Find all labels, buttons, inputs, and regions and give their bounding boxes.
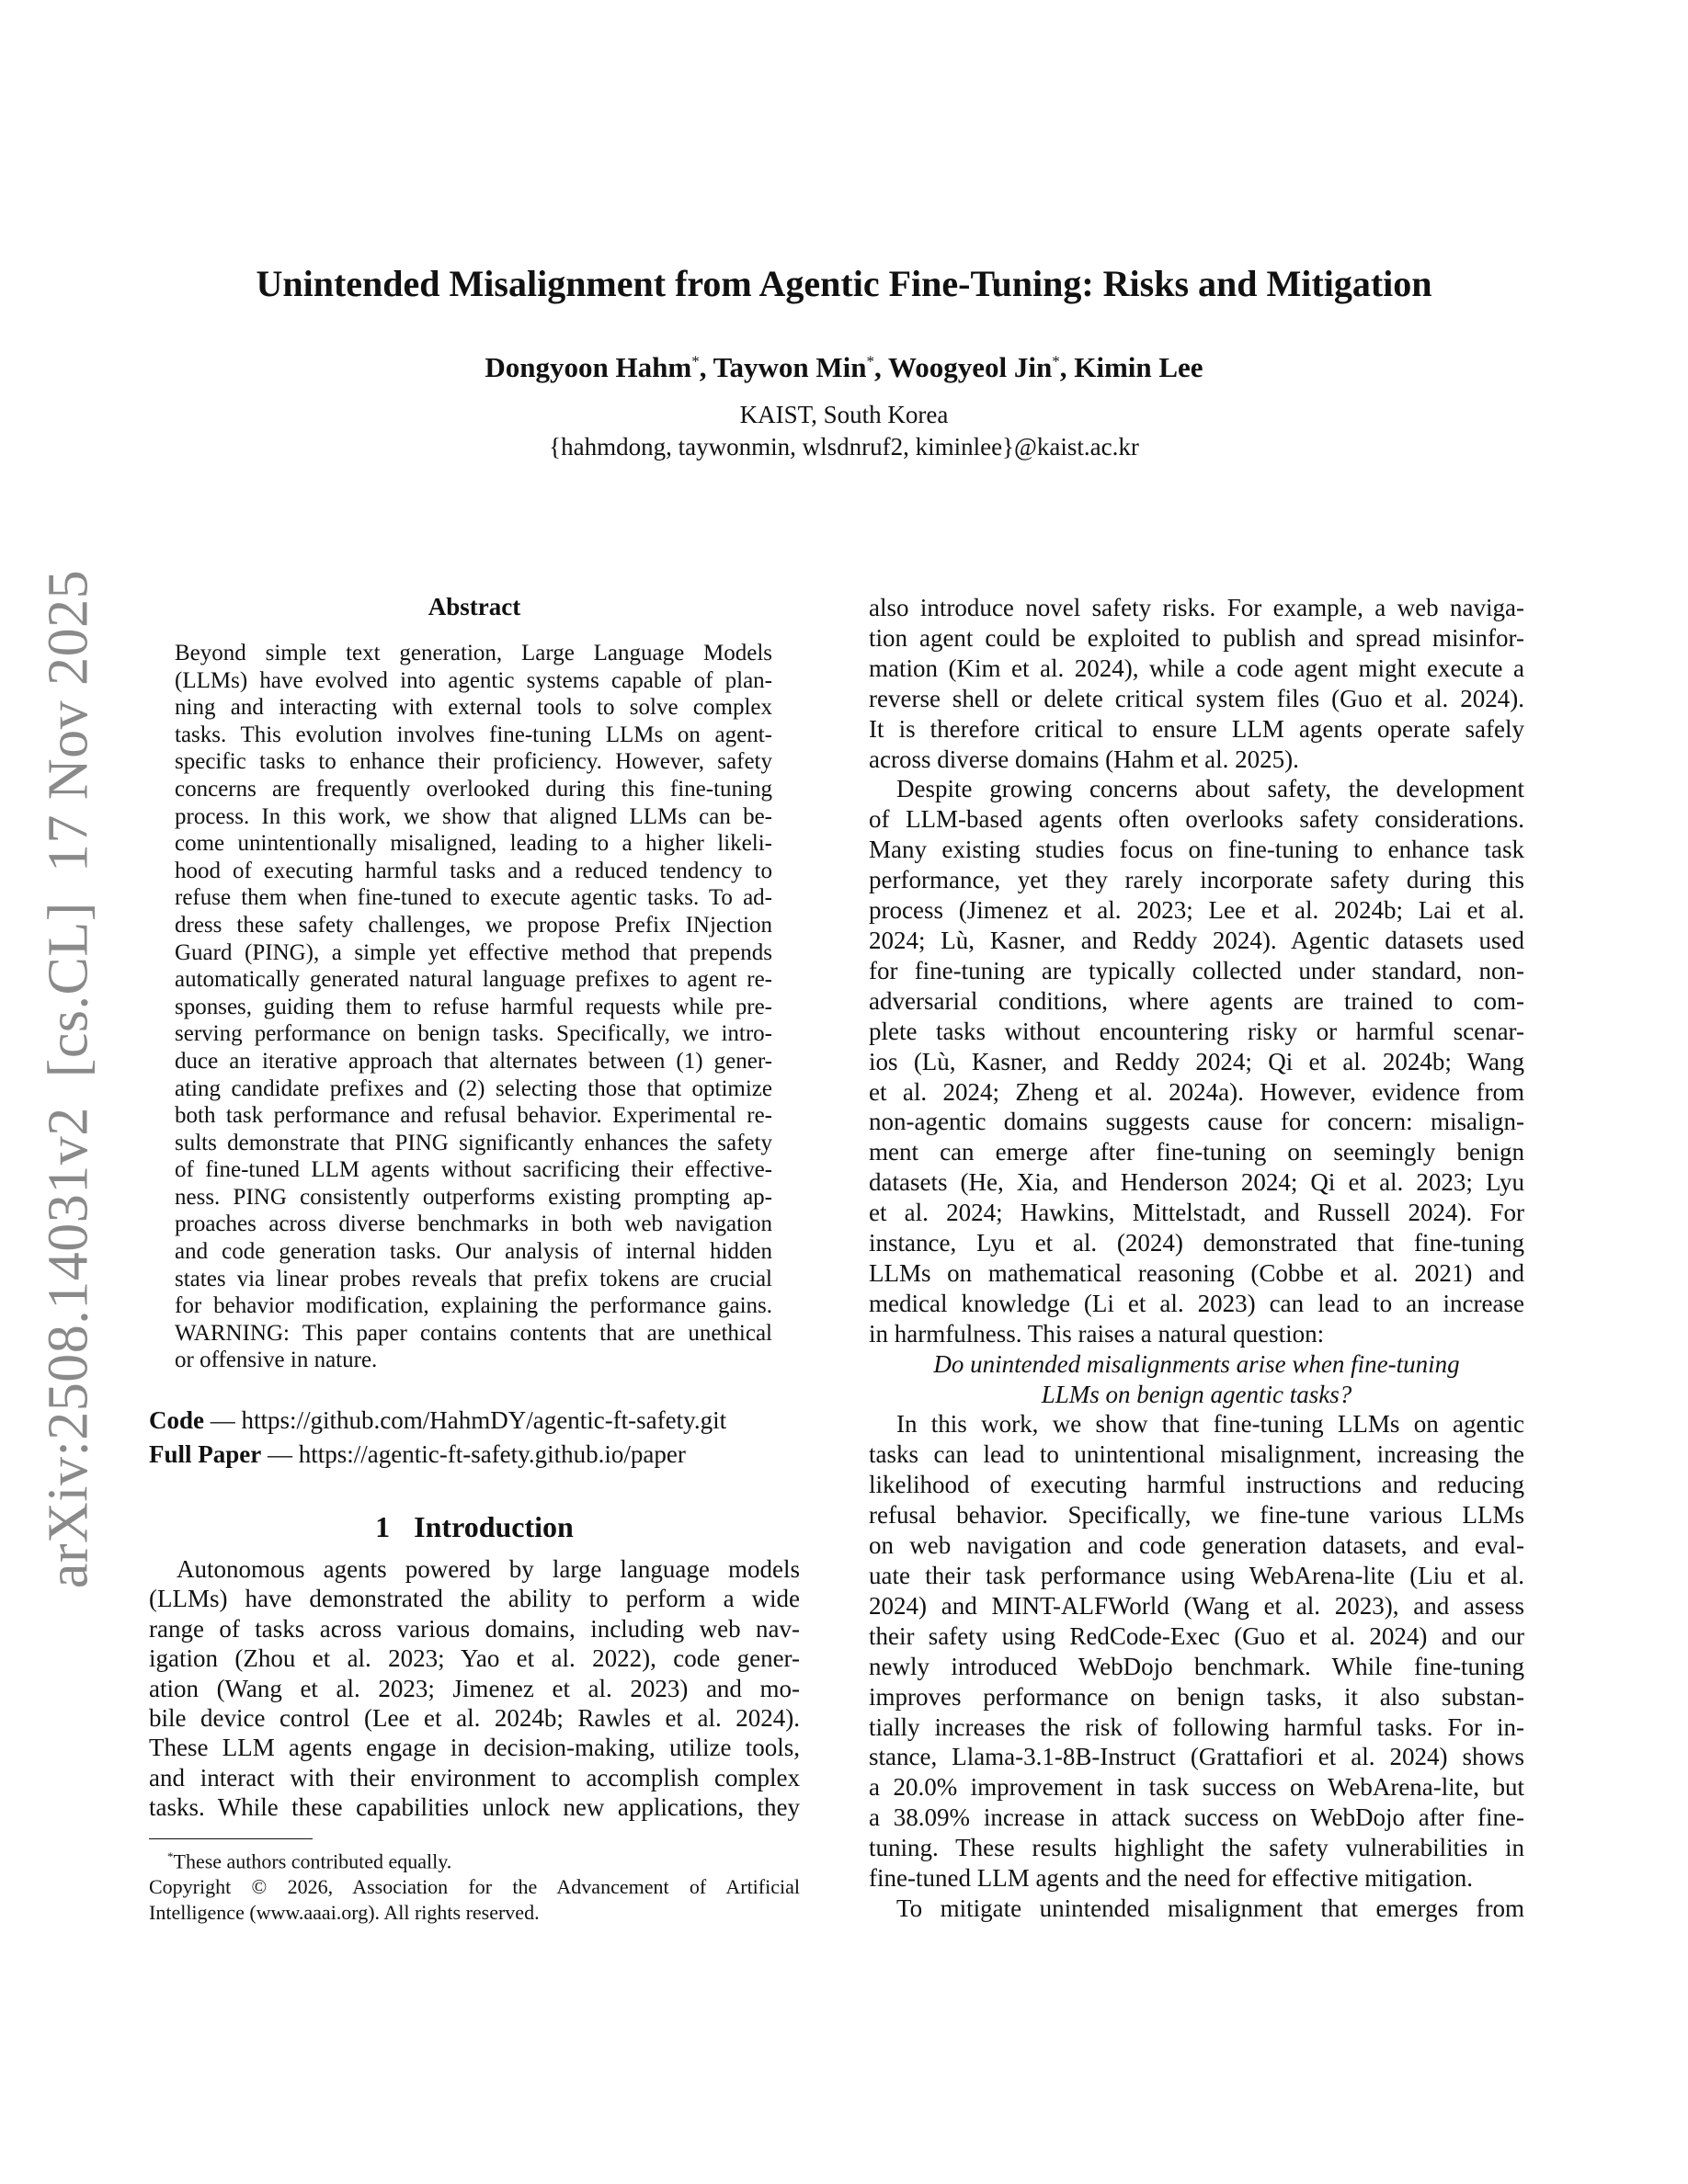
text-line: stance, Llama-3.1-8B-Instruct (Grattafiori et al. 2024) shows <box>869 1743 1524 1771</box>
text-line: newly introduced WebDojo benchmark. While fine-tuning <box>869 1652 1524 1680</box>
text-line: automatically generated natural language prefixes to agent re- <box>175 967 772 993</box>
text-line: proaches across diverse benchmarks in both web navigation <box>175 1211 772 1237</box>
text-line: a 38.09% increase in attack success on WebDojo after fine- <box>869 1803 1524 1832</box>
text-line: and interact with their environment to accomplish complex <box>149 1763 800 1792</box>
text-line: their safety using RedCode-Exec (Guo et al. 2024) and our <box>869 1621 1524 1650</box>
paper-link-row <box>149 1438 726 1472</box>
text-line: 2024) and MINT-ALFWorld (Wang et al. 2023), and assess <box>869 1591 1524 1620</box>
text-line: To mitigate unintended misalignment that emerges from <box>896 1894 1524 1922</box>
text-line: medical knowledge (Li et al. 2023) can lead to an increase <box>869 1289 1524 1317</box>
section-heading-introduction <box>149 1510 800 1544</box>
equal-contribution-mark: * <box>866 352 874 370</box>
text-line: performance, yet they rarely incorporate safety during this <box>869 866 1524 894</box>
text-line: a 20.0% improvement in task success on WebArena-lite, but <box>869 1773 1524 1802</box>
text-line: WARNING: This paper contains contents that are unethical <box>175 1320 772 1346</box>
text-line: uate their task performance using WebArena-lite (Liu et al. <box>869 1562 1524 1589</box>
author-name: Woogyeol Jin <box>887 351 1053 383</box>
text-line: et al. 2024; Zheng et al. 2024a). However, evidence from <box>869 1077 1524 1106</box>
text-line: reverse shell or delete critical system files (Guo et al. 2024). <box>869 684 1524 712</box>
text-line: Autonomous agents powered by large language models <box>177 1555 800 1583</box>
text-line: instance, Lyu et al. (2024) demonstrated that fine-tuning <box>869 1229 1524 1257</box>
text-line: non-agentic domains suggests cause for concern: misalign- <box>869 1108 1524 1136</box>
text-line: sponses, guiding them to refuse harmful requests while pre- <box>175 994 772 1019</box>
text-line: igation (Zhou et al. 2023; Yao et al. 2022), code gener- <box>149 1644 800 1673</box>
text-line: Despite growing concerns about safety, the development <box>896 775 1524 803</box>
abstract-heading: Abstract <box>428 593 521 620</box>
author-emails: {hahmdong, taywonmin, wlsdnruf2, kiminlee}@kaist.ac.kr <box>549 433 1139 461</box>
text-line: tasks. This evolution involves fine-tuning LLMs on agent- <box>175 722 772 747</box>
footnote-text: These authors contributed equally. <box>173 1849 452 1873</box>
right-column <box>869 593 1524 1924</box>
resource-links <box>149 1404 726 1472</box>
text-line: Many existing studies focus on fine-tuning to enhance task <box>869 836 1524 864</box>
text-line: or offensive in nature. <box>175 1348 378 1373</box>
text-line: In this work, we show that fine-tuning LLMs on agentic <box>896 1410 1524 1439</box>
paragraph <box>869 1409 1524 1894</box>
equal-contribution-footnote <box>149 1844 800 1874</box>
text-line: plete tasks without encountering risky or harmful scenar- <box>869 1017 1524 1045</box>
copyright-notice <box>149 1874 800 1926</box>
paper-title: Unintended Misalignment from Agentic Fine-Tuning: Risks and Mitigation <box>256 263 1432 304</box>
paragraph <box>869 593 1524 774</box>
footnote-mark: * <box>167 1849 174 1863</box>
text-line: improves performance on benign tasks, it also substan- <box>869 1682 1524 1711</box>
text-line: dress these safety challenges, we propose Prefix INjection <box>175 912 772 938</box>
code-url-link[interactable]: https://github.com/HahmDY/agentic-ft-safety.git <box>241 1406 727 1434</box>
code-link-row <box>149 1404 726 1438</box>
text-line: sults demonstrate that PING significantly enhances the safety <box>175 1130 772 1155</box>
text-line: likelihood of executing harmful instructions and reducing <box>869 1471 1524 1499</box>
text-line: tasks. While these capabilities unlock new applications, they <box>149 1793 800 1822</box>
text-line: across diverse domains (Hahm et al. 2025). <box>869 745 1299 773</box>
text-line: mation (Kim et al. 2024), while a code agent might execute a <box>869 654 1524 682</box>
author-list: Dongyoon Hahm*, Taywon Min*, Woogyeol Jin*, Kimin Lee <box>485 351 1203 383</box>
text-line: fine-tuned LLM agents and the need for effective mitigation. <box>869 1864 1474 1893</box>
text-line: on web navigation and code generation datasets, and eval- <box>869 1531 1524 1560</box>
text-line: ment can emerge after fine-tuning on seemingly benign <box>869 1138 1524 1166</box>
text-line: ation (Wang et al. 2023; Jimenez et al. 2023) and mo- <box>149 1674 800 1702</box>
paragraph <box>869 774 1524 1348</box>
equal-contribution-mark: * <box>1052 352 1060 370</box>
text-line: hood of executing harmful tasks and a reduced tendency to <box>175 858 772 883</box>
text-line: These LLM agents engage in decision-making, utilize tools, <box>149 1734 800 1762</box>
text-line: Copyright © 2026, Association for the Advancement of Artificial <box>149 1875 800 1899</box>
text-line: ness. PING consistently outperforms existing prompting ap- <box>175 1184 772 1210</box>
author-name: Dongyoon Hahm <box>485 351 692 383</box>
text-line: LLMs on mathematical reasoning (Cobbe et al. 2021) and <box>869 1258 1524 1287</box>
text-line: Beyond simple text generation, Large Language Models <box>175 641 772 665</box>
text-line: (LLMs) have evolved into agentic systems capable of plan- <box>175 667 772 693</box>
full-paper-label: Full Paper <box>149 1440 262 1468</box>
author-name: Kimin Lee <box>1074 351 1203 383</box>
text-line: Intelligence (www.aaai.org). All rights reserved. <box>149 1901 540 1925</box>
text-line: for fine-tuning are typically collected under standard, non- <box>869 956 1524 984</box>
text-line: adversarial conditions, where agents are trained to com- <box>869 986 1524 1015</box>
text-line: both task performance and refusal behavior. Experimental re- <box>175 1103 772 1129</box>
text-line: states via linear probes reveals that prefix tokens are crucial <box>175 1266 772 1291</box>
full-paper-url-link[interactable]: https://agentic-ft-safety.github.io/paper <box>298 1440 686 1468</box>
text-line: for behavior modification, explaining the performance gains. <box>175 1293 772 1319</box>
text-line: of LLM-based agents often overlooks safety considerations. <box>869 805 1524 834</box>
research-question <box>869 1349 1524 1410</box>
text-line: serving performance on benign tasks. Specifically, we intro- <box>175 1021 772 1047</box>
text-line: ning and interacting with external tools to solve complex <box>175 695 772 721</box>
paragraph <box>869 1894 1524 1924</box>
text-line: et al. 2024; Hawkins, Mittelstadt, and Russell 2024). For <box>869 1199 1524 1227</box>
text-line: duce an iterative approach that alternates between (1) gener- <box>175 1048 772 1074</box>
text-line: and code generation tasks. Our analysis of internal hidden <box>175 1239 772 1265</box>
text-line: bile device control (Lee et al. 2024b; Rawles et al. 2024). <box>149 1704 800 1733</box>
affiliation: KAIST, South Korea <box>739 401 949 428</box>
section-title: Introduction <box>414 1510 574 1543</box>
text-line: tially increases the risk of following harmful tasks. For in- <box>869 1712 1524 1741</box>
text-line: ios (Lù, Kasner, and Reddy 2024; Qi et al. 2024b; Wang <box>869 1047 1524 1075</box>
dash: — <box>261 1440 299 1468</box>
text-line: process. In this work, we show that aligned LLMs can be- <box>175 803 772 829</box>
text-line: of fine-tuned LLM agents without sacrificing their effective- <box>175 1157 772 1183</box>
text-line: refusal behavior. Specifically, we fine-tune various LLMs <box>869 1501 1524 1530</box>
text-line: datasets (He, Xia, and Henderson 2024; Qi et al. 2023; Lyu <box>869 1168 1524 1197</box>
text-line: process (Jimenez et al. 2023; Lee et al. 2024b; Lai et al. <box>869 896 1524 925</box>
dash: — <box>204 1406 242 1434</box>
author-name: Taywon Min <box>713 351 867 383</box>
text-line: concerns are frequently overlooked during this fine-tuning <box>175 776 772 802</box>
text-line: also introduce novel safety risks. For example, a web naviga- <box>869 594 1524 621</box>
text-line: Do unintended misalignments arise when fine-tuning <box>933 1349 1460 1378</box>
section-number: 1 <box>375 1510 391 1543</box>
footnote-area <box>149 1844 800 1926</box>
code-label: Code <box>149 1406 204 1434</box>
text-line: 2024; Lù, Kasner, and Reddy 2024). Agentic datasets used <box>869 926 1524 954</box>
text-line: tion agent could be exploited to publish and spread misinfor- <box>869 623 1524 652</box>
equal-contribution-mark: * <box>691 352 700 370</box>
text-line: LLMs on benign agentic tasks? <box>1041 1380 1352 1408</box>
arxiv-identifier-stamp: arXiv:2508.14031v2 [cs.CL] 17 Nov 2025 <box>37 569 100 1589</box>
text-line: specific tasks to enhance their proficiency. However, safety <box>175 749 772 775</box>
text-line: tasks can lead to unintentional misalignment, increasing the <box>869 1440 1524 1469</box>
text-line: come unintentionally misaligned, leading to a higher likeli- <box>175 831 772 857</box>
text-line: range of tasks across various domains, including web nav- <box>149 1614 800 1643</box>
text-line: in harmfulness. This raises a natural question: <box>869 1319 1325 1348</box>
text-line: refuse them when fine-tuned to execute agentic tasks. To ad- <box>175 885 772 911</box>
text-line: It is therefore critical to ensure LLM agents operate safely <box>869 714 1524 743</box>
footnote-divider <box>149 1838 313 1839</box>
abstract-body <box>175 640 772 1374</box>
text-line: tuning. These results highlight the safety vulnerabilities in <box>869 1834 1524 1862</box>
text-line: (LLMs) have demonstrated the ability to perform a wide <box>149 1585 800 1613</box>
text-line: Guard (PING), a simple yet effective method that prepends <box>175 939 772 965</box>
text-line: ating candidate prefixes and (2) selecting those that optimize <box>175 1075 772 1101</box>
introduction-paragraph <box>149 1554 800 1823</box>
